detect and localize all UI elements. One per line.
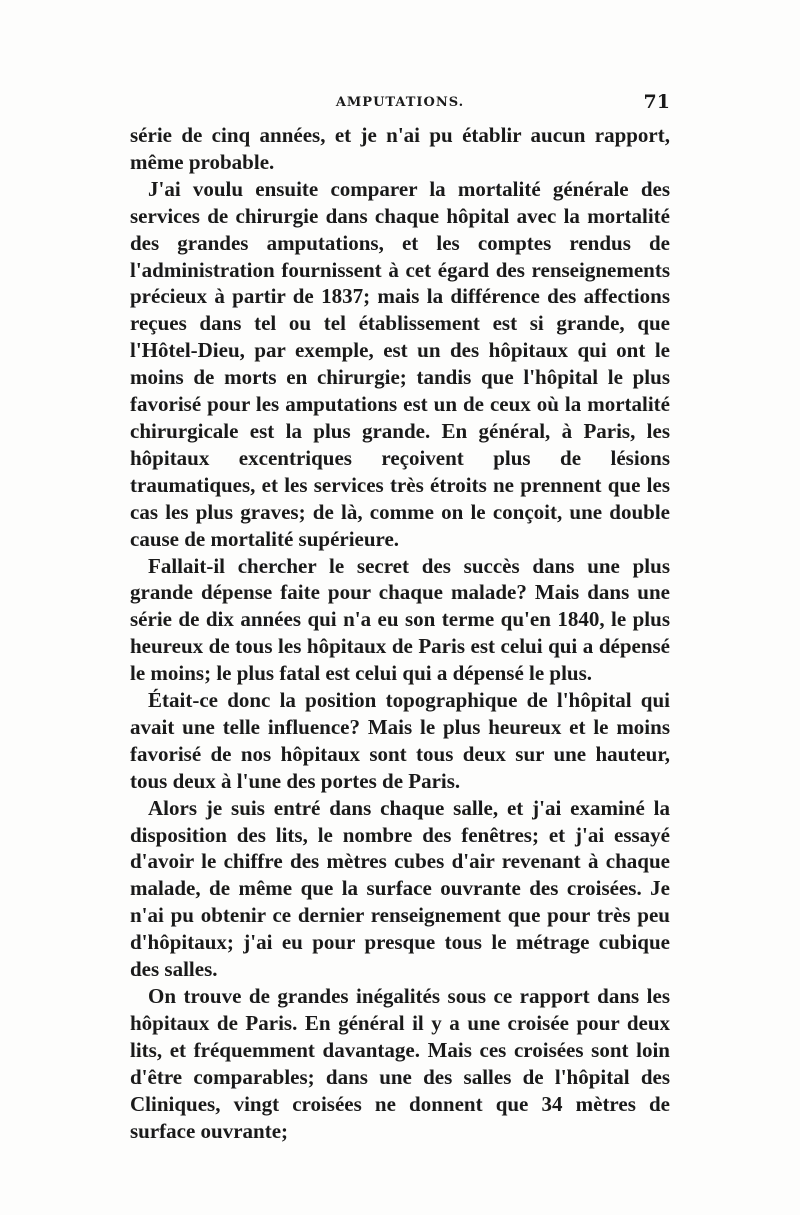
paragraph: Était-ce donc la position topographique de l'hôpital qui avait une telle influence? Mais le plus heureux et le moins favorisé de nos hôpitaux sont tous deux sur une hauteur, tous deux à l'une des portes de Paris. xyxy=(130,688,670,793)
paragraph: Fallait-il chercher le secret des succès dans une plus grande dépense faite pour chaque malade? Mais dans une série de dix années qui n'a eu son terme qu'en 1840, le plus heureux de tous les hôpitaux de Paris est celui qui a dépensé le moins; le plus fatal est celui qui a dépensé le plus. xyxy=(130,553,670,686)
page-number: 71 xyxy=(643,91,670,113)
paragraph: Alors je suis entré dans chaque salle, et j'ai examiné la disposition des lits, le nombre des fenêtres; et j'ai essayé d'avoir le chiffre des mètres cubes d'air revenant à chaque malade, de même que la surface ouvrante des croisées. Je n'ai pu obtenir ce dernier renseignement que pour très peu d'hôpitaux; j'ai eu pour presque tous le métrage cubique des salles. xyxy=(130,795,670,982)
paragraph: J'ai voulu ensuite comparer la mortalité générale des services de chirurgie dans chaque hôpital avec la mortalité des grandes amputations, et les comptes rendus de l'administration fournissent à cet égard des renseignements précieux à partir de 1837; mais la différence des affections reçues dans tel ou tel établissement est si grande, que l'Hôtel-Dieu, par exemple, est un des hôpitaux qui ont le moins de morts en chirurgie; tandis que l'hôpital le plus favorisé pour les amputations est un de ceux où la mortalité chirurgicale est la plus grande. En général, à Paris, les hôpitaux excentriques reçoivent plus de lésions traumatiques, et les services très étroits ne prennent que les cas les plus graves; de là, comme on le conçoit, une double cause de mortalité supérieure. xyxy=(130,176,670,551)
paragraph-continuation: série de cinq années, et je n'ai pu établir aucun rapport, même probable. xyxy=(130,123,670,174)
running-title: AMPUTATIONS. xyxy=(335,95,465,110)
body-text xyxy=(130,122,670,1144)
running-head xyxy=(130,91,670,119)
paragraph: On trouve de grandes inégalités sous ce rapport dans les hôpitaux de Paris. En général il y a une croisée pour deux lits, et fréquemment davantage. Mais ces croisées sont loin d'être comparables; dans une des salles de l'hôpital des Cliniques, vingt croisées ne donnent que 34 mètres de surface ouvrante; xyxy=(130,984,670,1143)
